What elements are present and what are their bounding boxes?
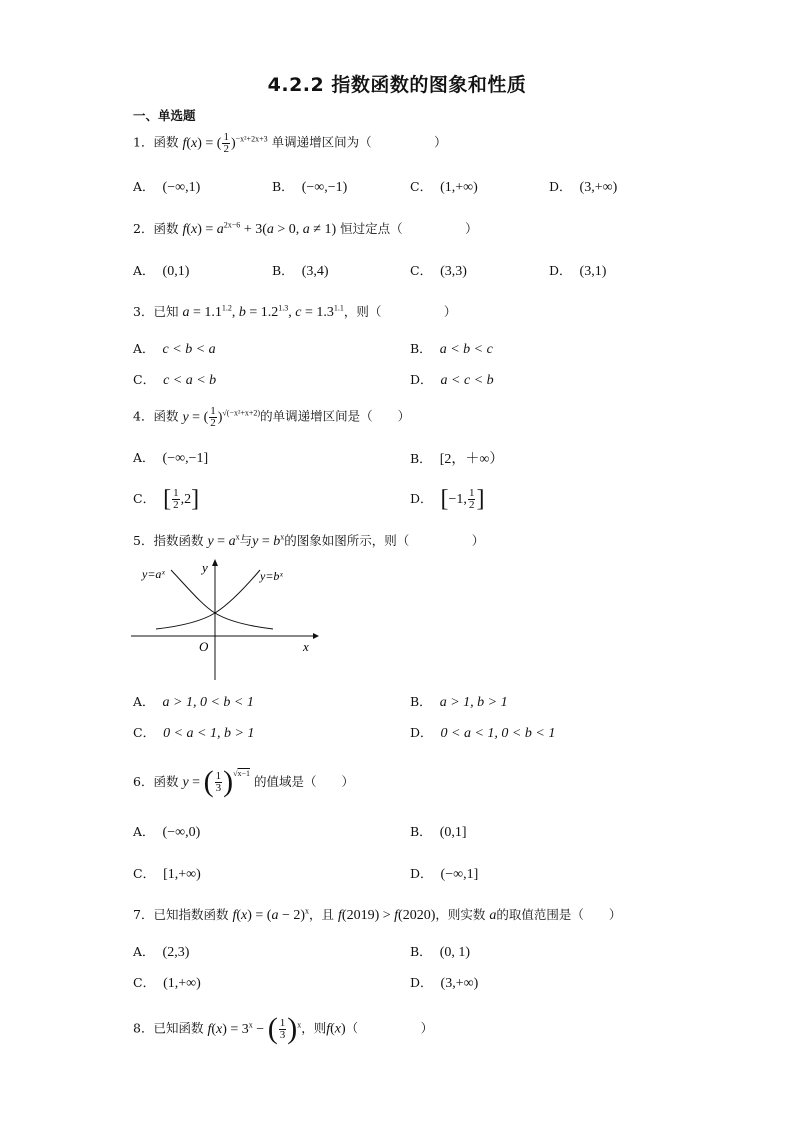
curve-b-label: y=bˣ — [260, 569, 283, 583]
question-2: 2．函数 $f(x) = a^{2x-6} + 3(a > 0$, a ≠ 1) 恒过定点（ ） — [133, 220, 478, 237]
curve-a-label: y=aˣ — [142, 567, 165, 581]
option-d[interactable]: D． (3,1) — [549, 263, 607, 279]
question-7: 7．已知指数函数 $f(x) = (a - 2)^x$，且 f(2019) > f(2020)，则实数 a的取值范围是（ ） — [133, 906, 622, 923]
question-text: 单调递增区间为（ ） — [271, 134, 447, 150]
x-axis-arrow — [313, 633, 319, 639]
option-d[interactable]: D． 0 < a < 1, 0 < b < 1 — [410, 725, 556, 741]
page-title: 4.2.2 指数函数的图象和性质 — [267, 74, 527, 96]
option-d[interactable]: D． (3,+∞) — [410, 975, 479, 991]
option-c[interactable]: C． [ $\frac{1}{2}$ ,2] — [133, 485, 200, 512]
formula: $f(x) = 3^x$ − ( $\frac{1}{3}$ )$^x$ — [207, 1011, 302, 1045]
option-b[interactable]: B． (0,1] — [410, 824, 467, 840]
formula: $f(x) = a^{2x-6} + 3(a > 0$, a ≠ 1) — [182, 220, 337, 237]
formula: $y = a^x$ — [207, 532, 240, 549]
origin-label: O — [199, 639, 209, 654]
section-title: 一、单选题 — [133, 108, 196, 123]
option-a[interactable]: A． (−∞,0) — [133, 824, 201, 840]
option-a[interactable]: A． (−∞,−1] — [133, 450, 209, 466]
formula: f(x) = ( $\frac{1}{2}$ )$^{-x^2+2x+3}$ — [182, 131, 268, 155]
option-d[interactable]: D． a < c < b — [410, 372, 494, 388]
question-number: 1． — [133, 134, 154, 150]
option-d[interactable]: D． (−∞,1] — [410, 866, 479, 882]
exponential-graph — [128, 558, 320, 683]
formula: y = ( $\frac{1}{2}$ )$^{√(-x^2+x+2)}$ — [182, 405, 261, 429]
question-5: 5．指数函数 $y = a^x$与$y = b^x$的图象如图所示，则（ ） — [133, 532, 485, 549]
y-axis-label: y — [202, 560, 208, 575]
option-c[interactable]: C． 0 < a < 1, b > 1 — [133, 725, 255, 741]
option-b[interactable]: B． [2，＋∞） — [410, 451, 504, 467]
option-b[interactable]: B． a < b < c — [410, 341, 493, 357]
option-b[interactable]: B． a > 1, b > 1 — [410, 694, 508, 710]
question-text: 函数 — [153, 134, 179, 150]
option-d[interactable]: D． [−1, $\frac{1}{2}$ ] — [410, 485, 485, 512]
option-b[interactable]: B． (3,4) — [272, 263, 329, 279]
option-b[interactable]: B． (−∞,−1) — [272, 179, 348, 195]
option-c[interactable]: C． (1,+∞) — [410, 179, 478, 195]
option-a[interactable]: A． (−∞,1) — [133, 179, 201, 195]
curve-a — [171, 570, 273, 629]
option-c[interactable]: C． (1,+∞) — [133, 975, 201, 991]
y-axis-arrow — [212, 559, 218, 566]
option-a[interactable]: A． (2,3) — [133, 944, 190, 960]
option-c[interactable]: C． (3,3) — [410, 263, 467, 279]
curve-b — [156, 570, 260, 629]
x-axis-label: x — [303, 639, 309, 654]
option-a[interactable]: A． c < b < a — [133, 341, 216, 357]
option-d[interactable]: D． (3,+∞) — [549, 179, 618, 195]
option-a[interactable]: A． (0,1) — [133, 263, 190, 279]
question-4: 4．函数 y = ( $\frac{1}{2}$ )$^{√(-x^2+x+2)}$的单调递增区间是（ ） — [133, 405, 411, 429]
option-c[interactable]: C． c < a < b — [133, 372, 217, 388]
formula: $a = 1.1^{1.2}$, $b = 1.2^{1.3}$, $c = 1.3^{1.1}$ — [182, 303, 344, 320]
question-6: 6．函数 y = ( $\frac{1}{3}$ )$^{√x-1}$ 的值域是（ ） — [133, 765, 354, 798]
question-1 — [133, 132, 447, 155]
formula: $f(x) = (a - 2)^x$ — [232, 906, 310, 923]
option-c[interactable]: C． [1,+∞) — [133, 866, 201, 882]
formula: y = ( $\frac{1}{3}$ )$^{√x-1}$ — [182, 765, 250, 798]
option-a[interactable]: A． a > 1, 0 < b < 1 — [133, 694, 254, 710]
option-b[interactable]: B． (0, 1) — [410, 944, 471, 960]
question-3: 3．已知 $a = 1.1^{1.2}$, $b = 1.2^{1.3}$, $c = 1.3^{1.1}$，则（ ） — [133, 303, 457, 320]
question-8: 8．已知函数 $f(x) = 3^x$ − ( $\frac{1}{3}$ )$^x$，则f(x)（ ） — [133, 1011, 434, 1045]
